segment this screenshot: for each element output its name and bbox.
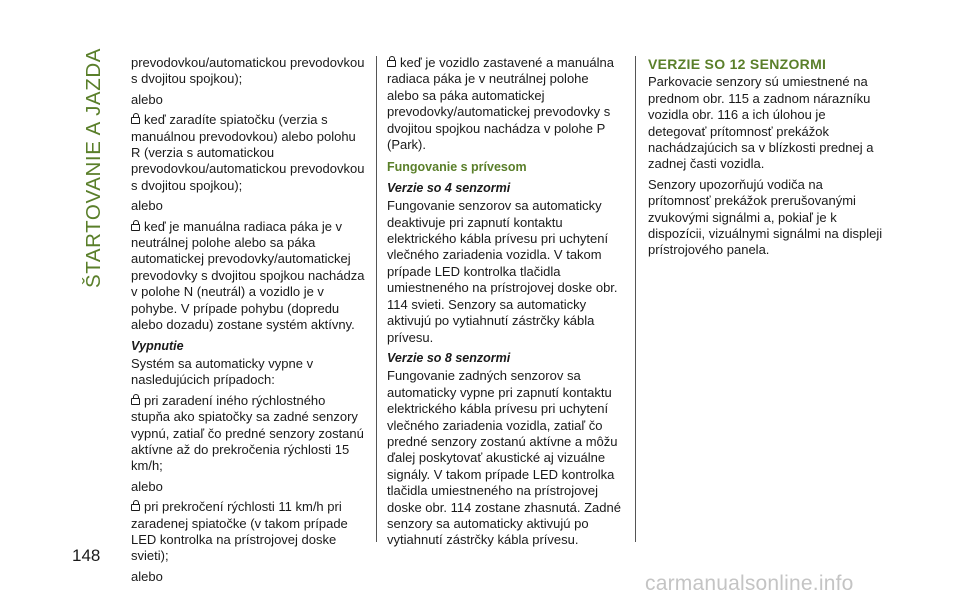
watermark: carmanualsonline.info bbox=[645, 572, 854, 595]
bullet-icon bbox=[131, 117, 140, 124]
bullet-icon bbox=[387, 60, 396, 67]
alebo-text: alebo bbox=[131, 478, 163, 494]
bullet-text: pri zaradení iného rýchlostného stupňa ako spiatočky sa zadné senzory vypnú, zatiaľ čo predné senzory zostanú aktívne až do prekročenia rýchlosti 15 km/h; bbox=[131, 392, 364, 474]
chapter-title-text: ŠTARTOVANIE A JAZDA bbox=[82, 47, 106, 289]
column-2 bbox=[387, 55, 623, 553]
alebo-text: alebo bbox=[131, 91, 163, 107]
bullet-icon bbox=[131, 398, 140, 405]
paragraph: Fungovanie zadných senzorov sa automaticky vypne pri zapnutí kontaktu elektrického kábla prívesu pri uchytení vlečného zariadenia vozidla, zatiaľ čo predné senzory zostanú aktívne a môžu ďalej poskytovať akustické aj vizuálne signály. V takom prípade LED kontrolka tlačidla umiestneného na prístrojovej doske obr. 114 zostane zhasnutá. Zadné senzory sa automaticky aktivujú po vytiahnutí zástrčky kábla prívesu. bbox=[387, 368, 621, 548]
heading-fungovanie-s-privesom: Fungovanie s prívesom bbox=[387, 160, 527, 175]
column-divider bbox=[635, 56, 636, 542]
section-heading: VERZIE SO 12 SENZORMI bbox=[648, 56, 827, 72]
subheading-verzie-4: Verzie so 4 senzormi bbox=[387, 180, 511, 195]
bullet-text: pri prekročení rýchlosti 11 km/h pri zaradenej spiatočke (v takom prípade LED kontrolka na prístrojovej doske svieti); bbox=[131, 499, 348, 564]
bullet-item bbox=[387, 55, 623, 153]
chapter-side-title bbox=[76, 48, 112, 288]
subheading-vypnutie: Vypnutie bbox=[131, 338, 184, 353]
paragraph: Senzory upozorňujú vodiča na prítomnosť prekážok prerušovanými zvukovými signálmi a, pokiaľ je k dispozícii, vizuálnymi signálmi na displeji prístrojového panela. bbox=[648, 176, 883, 258]
subheading-verzie-8: Verzie so 8 senzormi bbox=[387, 350, 511, 365]
bullet-item bbox=[131, 393, 367, 475]
bullet-icon bbox=[131, 224, 140, 231]
bullet-item bbox=[131, 112, 367, 194]
column-3 bbox=[648, 56, 884, 263]
bullet-icon bbox=[131, 504, 140, 511]
bullet-text: keď je vozidlo zastavené a manuálna radiaca páka je v neutrálnej polohe alebo sa páka automatickej prevodovky/automatickej prevodovky s dvojitou spojkou nachádza v polohe P (Park). bbox=[387, 55, 614, 153]
paragraph: Parkovacie senzory sú umiestnené na prednom obr. 115 a zadnom nárazníku vozidla obr. 116 a ich úlohou je detegovať prítomnosť prekážok nachádzajúcich sa v blízkosti prednej a zadnej časti vozidla. bbox=[648, 74, 874, 172]
bullet-item bbox=[131, 499, 367, 565]
column-divider bbox=[376, 56, 377, 542]
paragraph: prevodovkou/automatickou prevodovkou s dvojitou spojkou); bbox=[131, 55, 365, 87]
paragraph: Systém sa automaticky vypne v nasledujúcich prípadoch: bbox=[131, 355, 314, 388]
bullet-text: keď zaradíte spiatočku (verzia s manuálnou prevodovkou) alebo polohu R (verzia s automatickou prevodovkou/automatickou prevodovkou s dvojitou spojkou); bbox=[131, 112, 365, 193]
column-1 bbox=[131, 55, 367, 589]
bullet-text: keď je manuálna radiaca páka je v neutrálnej polohe alebo sa páka automatickej prevodovky/automatickej prevodovky s dvojitou spojkou nachádza v polohe N (neutrál) a vozidlo je v pohybe. V prípade pohybu (dopredu alebo dozadu) zostane systém aktívny. bbox=[131, 218, 365, 333]
page-number: 148 bbox=[72, 546, 101, 565]
paragraph: Fungovanie senzorov sa automaticky deaktivuje pri zapnutí kontaktu elektrického kábla prívesu pri uchytení vlečného zariadenia vozidla. V takom prípade LED kontrolka tlačidla umiestneného na prístrojovej doske obr. 114 svieti. Senzory sa automaticky aktivujú po vytiahnutí zástrčky kábla prívesu. bbox=[387, 198, 618, 345]
alebo-text: alebo bbox=[131, 198, 163, 214]
alebo-text: alebo bbox=[131, 568, 163, 584]
bullet-item bbox=[131, 219, 367, 334]
